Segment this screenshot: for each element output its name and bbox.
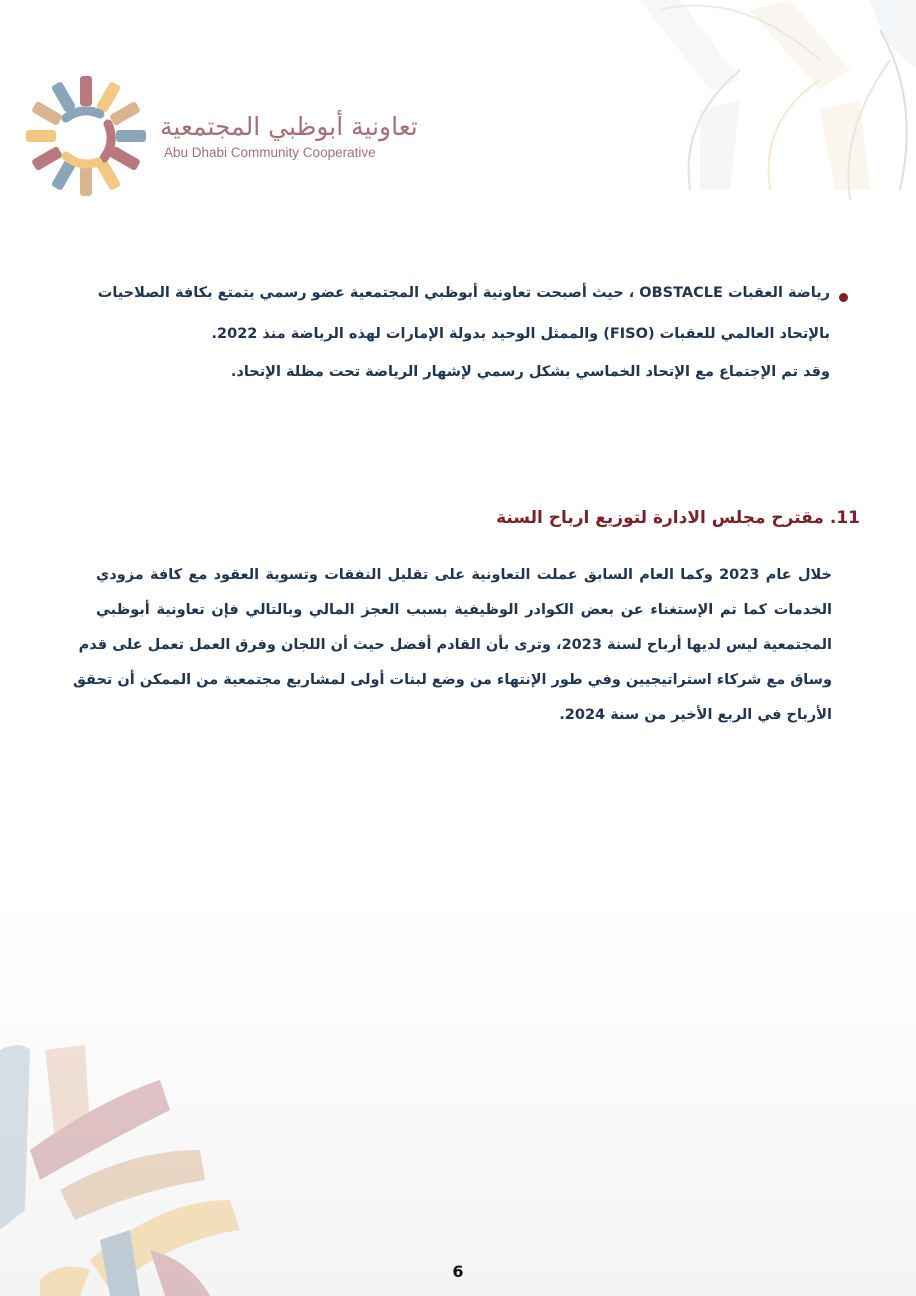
brand-logo-icon [22, 72, 150, 200]
paragraph-line: الأرباح في الربع الأخير من سنة 2024. [559, 707, 832, 723]
bullet-dot-icon [839, 293, 848, 302]
paragraph-line: خلال عام 2023 وكما العام السابق عملت التعاونية على تقليل النفقات وتسوية العقود مع كافة مزودي [96, 567, 832, 583]
bullet-line: رياضة العقبات OBSTACLE ، حيث أصبحت تعاونية أبوظبي المجتمعية عضو رسمي يتمتع بكافة الصلاحيات [97, 285, 830, 301]
section-paragraph [72, 558, 832, 733]
paragraph-line: الخدمات كما تم الإستغناء عن بعض الكوادر الوظيفية بسبب العجز المالي وبالتالي فإن تعاونية أبوظبي [96, 602, 832, 618]
brand-name-english: Abu Dhabi Community Cooperative [164, 145, 376, 160]
brand-name-arabic: تعاونية أبوظبي المجتمعية [160, 112, 418, 141]
decorative-ribbons-bottom [0, 900, 916, 1296]
page-number: 6 [452, 1262, 464, 1281]
bullet-line: وقد تم الإجتماع مع الإتحاد الخماسي بشكل رسمي لإشهار الرياضة تحت مظلة الإتحاد. [230, 364, 830, 380]
bullet-line: بالإتحاد العالمي للعقبات (FISO) والممثل الوحيد بدولة الإمارات لهذه الرياضة منذ 2022. [211, 326, 830, 342]
decorative-ribbons-top [620, 0, 916, 200]
paragraph-line: وساق مع شركاء استراتيجيين وفي طور الإنتهاء من وضع لبنات أولى لمشاريع مجتمعية من الممكن أن تحقق [72, 672, 832, 688]
paragraph-line: المجتمعية ليس لديها أرباح لسنة 2023، وترى بأن القادم أفضل حيث أن اللجان وفرق العمل تعمل على قدم [78, 637, 832, 653]
section-heading: 11. مقترح مجلس الادارة لتوزيع ارباح السنة [496, 508, 860, 528]
